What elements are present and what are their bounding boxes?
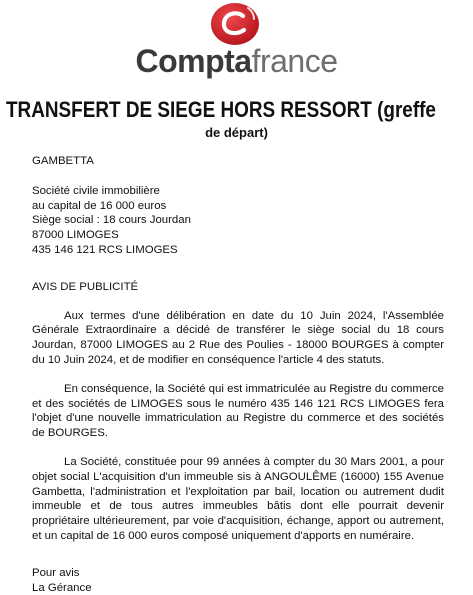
company-capital: au capital de 16 000 euros bbox=[32, 199, 167, 212]
notice-title: TRANSFERT DE SIEGE HORS RESSORT (greffe bbox=[6, 97, 436, 122]
brand-name-bold: Compta bbox=[135, 43, 252, 79]
company-details bbox=[32, 184, 444, 258]
notice-heading: AVIS DE PUBLICITÉ bbox=[32, 280, 139, 293]
comptafrance-logo-icon bbox=[210, 2, 260, 46]
signature-line-2: La Gérance bbox=[32, 581, 92, 594]
signature-block bbox=[32, 566, 444, 595]
brand-header bbox=[0, 0, 473, 92]
company-city: 87000 LIMOGES bbox=[32, 229, 119, 242]
company-registration: 435 146 121 RCS LIMOGES bbox=[32, 243, 178, 256]
brand-name-light: france bbox=[251, 43, 338, 79]
company-legal-form: Société civile immobilière bbox=[32, 184, 160, 197]
signature-line-1: Pour avis bbox=[32, 566, 80, 579]
company-headquarters: Siège social : 18 cours Jourdan bbox=[32, 214, 191, 227]
paragraph-company-purpose: La Société, constituée pour 99 années à compter du 30 Mars 2001, a pour objet social L'acquisition d'un immeuble sis à ANGOULÊME (16000) 155 Avenue Gambetta, l'administration et l'exploitation par bail, location ou autrement dudit immeuble et de tous autres immeubles bâtis dont elle pourrait devenir propriétaire ultérieurement, par voie d'acquisition, échange, apport ou autrement, et un capital de 16 000 euros composé uniquement d'apports en numéraire. bbox=[32, 455, 444, 542]
company-name: GAMBETTA bbox=[32, 155, 94, 167]
paragraph-transfer: Aux termes d'une délibération en date du 10 Juin 2024, l'Assemblée Générale Extraordinaire a décidé de transférer le siège social du 18 cours Jourdan, 87000 LIMOGES au 2 Rue des Poulies - 18000 BOURGES à compter du 10 Juin 2024, et de modifier en conséquence l'article 4 des statuts. bbox=[32, 309, 444, 366]
paragraph-registration: En conséquence, la Société qui est immatriculée au Registre du commerce et des sociétés de LIMOGES sous le numéro 435 146 121 RCS LIMOGES fera l'objet d'une nouvelle immatriculation au Registre du commerce et des sociétés de BOURGES. bbox=[32, 382, 444, 440]
notice-body bbox=[32, 154, 444, 595]
notice-title-continued: de départ) bbox=[205, 125, 268, 140]
brand-wordmark bbox=[0, 42, 473, 80]
